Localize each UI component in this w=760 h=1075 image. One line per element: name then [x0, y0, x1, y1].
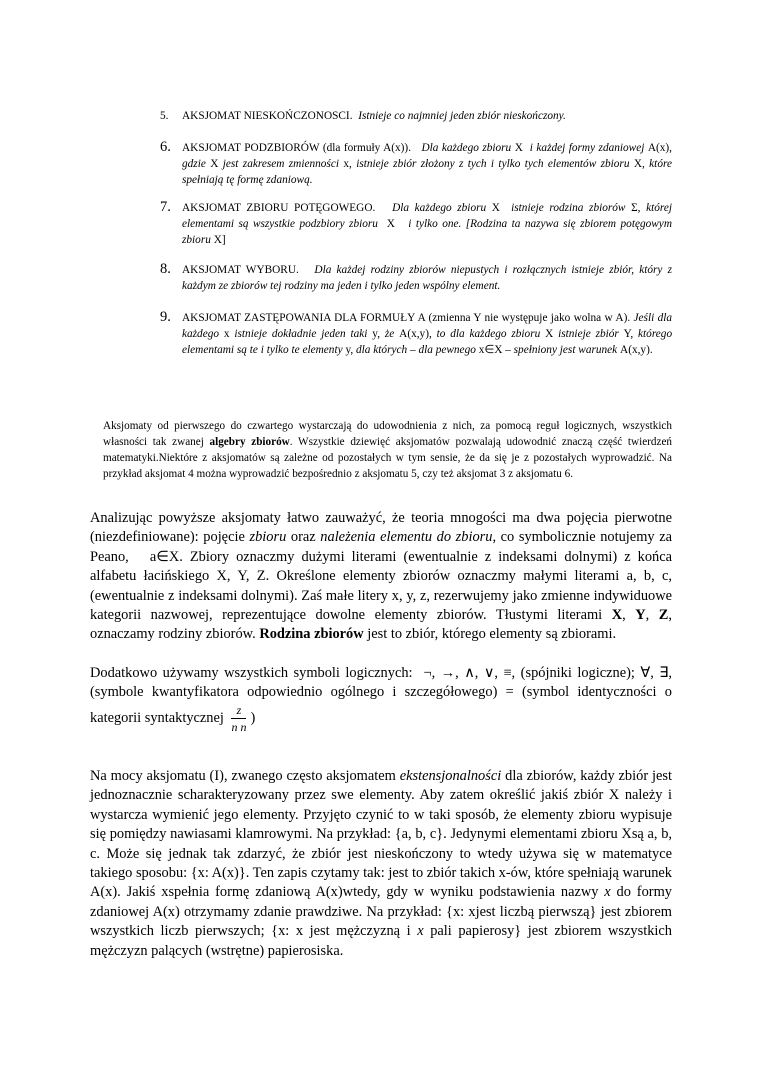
variable: X: [545, 328, 554, 340]
axiom-text: i każdej formy zdaniowej: [529, 142, 645, 154]
variable: x∈X –: [478, 344, 511, 356]
axiom-text: to dla każdego zbioru: [436, 328, 541, 340]
separator: ,: [622, 607, 626, 624]
italic-term: zbioru: [249, 529, 287, 546]
note-text: . Wszystkie dziewięć aksjomatów pozwalają udowodnić znaczą część twierdzeń matematyki.Niektóre z aksjomatów są zależne od pozostałych w tym sensie, że da się je z pozostałych wyprowadzić. Na przykład aksjomat 4 można wyprowadzić bezpośrednio z aksjomatu 5, czy też aksjomat 3 z aksjomatu 6.: [103, 436, 672, 480]
italic-term: x: [417, 923, 424, 940]
axiom-name: AKSJOMAT WYBORU.: [182, 264, 299, 276]
variable: x: [223, 328, 230, 340]
axiom-8: [160, 262, 672, 294]
axiom-text: Jeśli dla każdego: [182, 312, 673, 340]
axiom-number: 9.: [160, 309, 171, 325]
paragraph-text: oraz: [290, 529, 316, 546]
axiom-name: AKSJOMAT ZBIORU POTĘGOWEGO.: [182, 202, 376, 214]
axiom-number: 6.: [160, 139, 171, 155]
note-text: Aksjomaty od pierwszego do czwartego wystarczają do udowodnienia z nich, za pomocą reguł logicznych, wszystkich własności tak zwanej: [103, 420, 672, 448]
axiom-text: dla których – dla pewnego: [356, 344, 476, 356]
paragraph-extensionality: [90, 767, 672, 961]
axiom-text: że: [384, 328, 395, 340]
axiom-text: Dla każdego zbioru: [421, 142, 512, 154]
italic-term: ekstensjonalności: [399, 768, 502, 784]
fraction-denominator: n n: [231, 719, 247, 734]
variable: X: [386, 218, 395, 230]
axiom-name: AKSJOMAT ZASTĘPOWANIA DLA FORMUŁY A: [182, 312, 426, 324]
paragraph-text: , oznaczamy rodziny zbiorów.: [90, 607, 672, 643]
paragraph-text: ): [250, 709, 256, 726]
axiom-text: które spełniają tę formę zdaniową.: [182, 158, 672, 186]
axiom-text: spełniony jest warunek: [513, 344, 618, 356]
axiom-9: [160, 310, 672, 358]
italic-term: należenia elementu do zbioru: [320, 529, 493, 546]
italic-term: x: [604, 884, 611, 901]
axiom-text: Dla każdego zbioru: [392, 202, 487, 214]
variable: X: [491, 202, 500, 214]
axiom-text: i tylko one. [Rodzina ta nazywa się zbiorem potęgowym zbioru: [182, 218, 672, 246]
axiom-text: Dla każdej rodziny zbiorów niepustych i rozłącznych istnieje zbiór, który z każdym ze zbiorów tej rodziny ma jeden i tylko jeden wspólny element.: [182, 264, 673, 292]
axiom-text: Istnieje co najmniej jeden zbiór nieskończony.: [358, 110, 566, 122]
paragraph-text: Zbiory oznaczmy dużymi literami (ewentualnie z indeksami dolnymi) z końca alfabetu łacińskiego X, Y, Z. Określone elementy zbiorów oznaczmy małymi literami a, b, c, (ewentualnie z indeksami dolnymi). Zaś małe litery x, y, z, rezerwujemy jako zmienne indywiduowe kategorii nazwowej, reprezentujące dowolne elementy zbiorów. Tłustymi literami: [90, 548, 672, 624]
membership-symbol: a∈X.: [149, 548, 183, 565]
paragraph-text: Analizując powyższe aksjomaty łatwo zauważyć, że teoria mnogości ma dwa pojęcia pierwotne (niezdefiniowane): pojęcie: [90, 510, 672, 546]
axiom-name: AKSJOMAT PODZBIORÓW (dla formuły A(x)).: [182, 142, 412, 154]
axiom-text: istnieje dokładnie jeden taki: [234, 328, 368, 340]
variable: A(x,y).: [620, 344, 653, 356]
paragraph-text: Na mocy aksjomatu (I), zwanego często aksjomatem: [90, 768, 396, 784]
paragraph-logical-symbols: [90, 664, 672, 734]
variable: X,: [633, 158, 645, 170]
variable: y,: [345, 344, 354, 356]
variable: x,: [343, 158, 352, 170]
bold-letter: X: [611, 607, 623, 624]
paragraph-text: dla zbiorów, każdy zbiór jest jednoznacznie scharakteryzowany przez swe elementy. Aby zatem określić jakiś zbiór X należy i wystarcza wymienić jego elementy. Przyjęto czynić to w taki sposób, że elementy zbioru wypisuje się pomiędzy nawiasami klamrowymi. Na przykład: {a, b, c}. Jedynymi elementami zbioru Xsą a, b, c. Może się jednak tak zdarzyć, że zbiór jest nieskończony to wtedy używa się w matematyce takiego sposobu: {x: A(x)}. Ten zapis czytamy tak: jest to zbiór takich x-ów, które spełniają warunek A(x). Jakiś xspełnia formę zdaniową A(x)wtedy, gdy w wyniku podstawienia nazwy: [90, 768, 672, 901]
axiom-number: 5.: [160, 110, 169, 122]
axiom-text: której elementami są wszystkie podzbiory zbioru: [182, 202, 673, 230]
paragraph-text: jest to zbiór, którego elementy są zbiorami.: [367, 626, 617, 643]
axiom-text: jest zakresem zmienności: [222, 158, 339, 170]
axiom-text: istnieje zbiór złożony z tych i tylko tych elementów zbioru: [356, 158, 630, 170]
axiom-number: 7.: [160, 199, 171, 215]
axiom-text: gdzie: [182, 158, 206, 170]
logical-symbols: ¬, →, ∧, ∨, ≡,: [423, 665, 516, 681]
axiom-text: którego elementami są te i tylko te elementy: [182, 328, 673, 356]
variable: Σ,: [631, 202, 641, 214]
variable: A(x),: [647, 142, 672, 154]
variable: X: [210, 158, 219, 170]
paragraph-text: Dodatkowo używamy wszystkich symboli logicznych:: [90, 665, 413, 681]
paragraph-text: , co symbolicznie notujemy za Peano,: [90, 529, 672, 565]
variable: X: [514, 142, 523, 154]
variable: A(x,y),: [399, 328, 432, 340]
variable: y,: [372, 328, 381, 340]
variable: Y,: [623, 328, 634, 340]
axiom-text: istnieje rodzina zbiorów: [511, 202, 626, 214]
fraction-numerator: z: [231, 703, 246, 719]
axiom-name: AKSJOMAT NIESKOŃCZONOSCI.: [182, 110, 353, 122]
axiom-text: istnieje zbiór: [558, 328, 619, 340]
axiom-paren: (zmienna Y nie występuje jako wolna w A).: [428, 312, 631, 324]
axiom-6: [160, 140, 672, 188]
bold-letter: Z: [658, 607, 669, 624]
axiom-number: 8.: [160, 261, 171, 277]
fraction: [231, 703, 246, 734]
paragraph-text: pali papierosy} jest zbiorem wszystkich mężczyzn palących (wstrętne) papierosiska.: [90, 923, 672, 959]
separator: ,: [645, 607, 650, 624]
bold-letter: Y: [635, 607, 646, 624]
paragraph-text: do formy zdaniowej A(x) otrzymamy zdanie prawdziwe. Na przykład: {x: xjest liczbą pierwszą} jest zbiorem wszystkich liczb pierwszych; {x: x jest mężczyzną i: [90, 884, 672, 940]
paragraph-text: (spójniki logiczne); ∀, ∃, (symbole kwantyfikatora odpowiednio ogólnego i szczegółowego) = (symbol identyczności o kategorii syntaktycznej: [90, 665, 672, 726]
note-paragraph: [103, 418, 672, 482]
axiom-7: [160, 200, 672, 248]
bold-term: Rodzina zbiorów: [259, 626, 364, 643]
note-bold-term: algebry zbiorów: [209, 436, 290, 448]
variable: X]: [213, 234, 226, 246]
axiom-5: [160, 108, 672, 124]
paragraph-primitive-notions: [90, 509, 672, 645]
